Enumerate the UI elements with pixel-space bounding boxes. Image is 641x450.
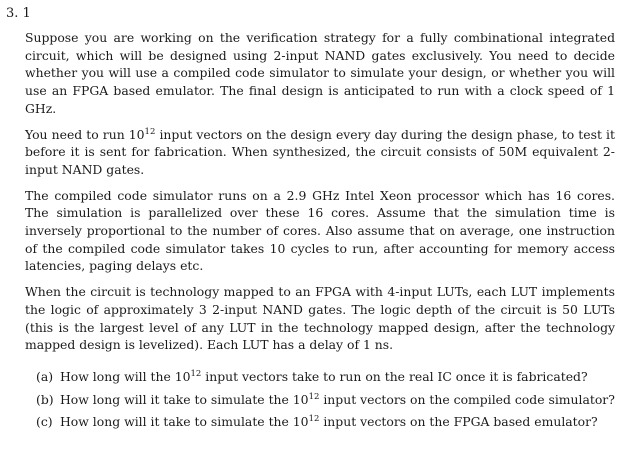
exponent: 12	[308, 414, 320, 425]
question-number: 3. 1	[6, 6, 31, 21]
paragraph-text: Suppose you are working on the verification strategy for a fully combinational integrated circuit, which will be designed using 2-input NAND gates exclusively. You need to decide whether you will use a compiled code simulator to simulate your design, or whether you will use an FPGA based emulator. The final design is anticipated to run with a clock speed of 1 GHz.	[25, 30, 615, 116]
subpart-label: (c)	[36, 414, 53, 430]
paragraph-input-vectors	[25, 126, 615, 179]
subpart-c	[36, 413, 636, 431]
subpart-list	[36, 368, 636, 436]
paragraph-fpga	[25, 283, 615, 354]
paragraph-text: The compiled code simulator runs on a 2.9 GHz Intel Xeon processor which has 16 cores. The simulation is parallelized over these 16 cores. Assume that the simulation time is inversely proportional to the number of cores. Also assume that on average, one instruction of the compiled code simulator takes 10 cycles to run, after accounting for memory access latencies, paging delays etc.	[25, 187, 615, 274]
exponent: 12	[308, 391, 320, 402]
paragraph-simulator	[25, 187, 615, 276]
subpart-label: (a)	[36, 369, 54, 384]
subpart-text: How long will it take to simulate the $10^{12}$ input vectors on the compiled code simulator?	[60, 391, 615, 407]
paragraph-text: When the circuit is technology mapped to an FPGA with 4-input LUTs, each LUT implements the logic of approximately 3 2-input NAND gates. The logic depth of the circuit is 50 LUTs (this is the largest level of any LUT in the technology mapped design, after the technology mapped design is levelized). Each LUT has a delay of 1 ns.	[25, 284, 615, 353]
exponent: 12	[144, 126, 156, 137]
paragraph-problem-setup	[25, 29, 615, 118]
paragraph-text: input vectors on the design every day during the design phase, to test it before it is sent for fabrication. When synthesized, the circuit consists of 50M equivalent 2-input NAND gates.	[25, 126, 615, 177]
subpart-label: (b)	[36, 391, 54, 407]
paragraph-text: You need to run 10	[25, 126, 145, 142]
subpart-text: How long will it take to simulate the $10^{12}$ input vectors on the FPGA based emulator?	[60, 414, 598, 430]
subpart-a	[36, 368, 636, 386]
subpart-b	[36, 391, 636, 409]
subpart-text: How long will the $10^{12}$ input vectors take to run on the real IC once it is fabricated?	[60, 368, 588, 384]
exponent: 12	[190, 368, 202, 379]
question-body	[25, 29, 615, 362]
